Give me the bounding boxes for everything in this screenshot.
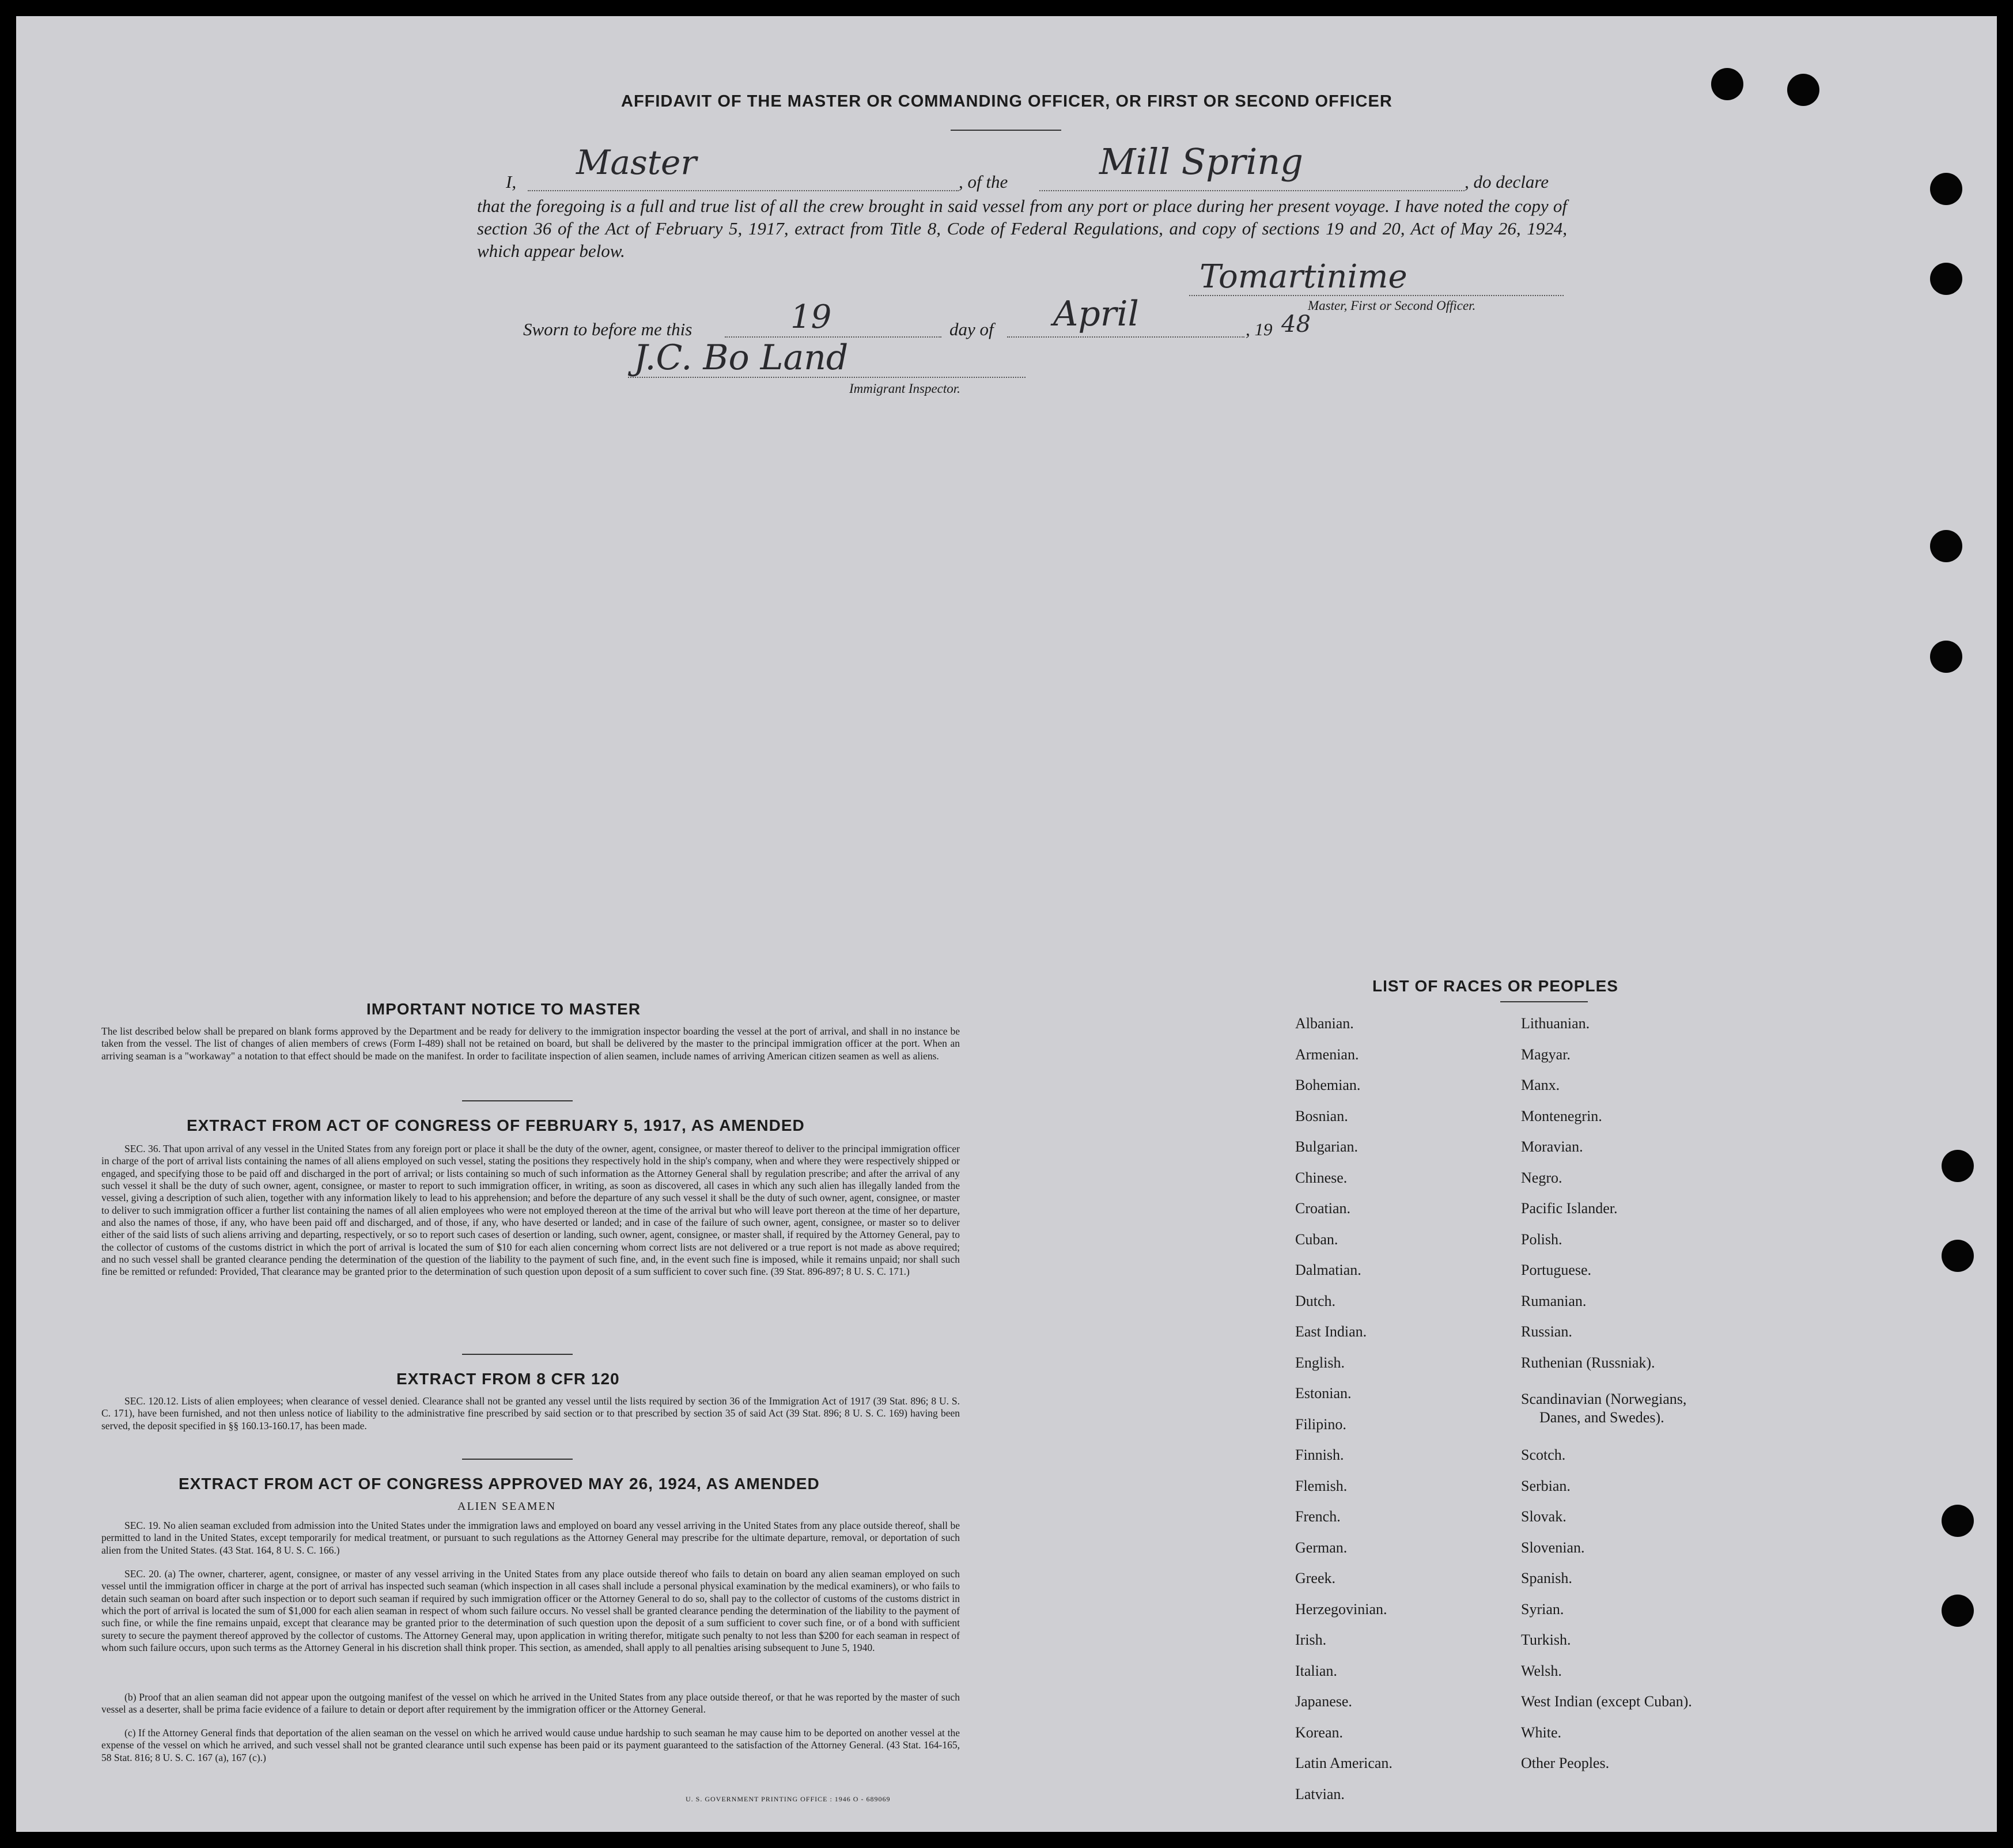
punch-hole bbox=[1711, 68, 1743, 100]
master-signature: Tomartinime bbox=[1200, 258, 1407, 296]
punch-hole bbox=[1787, 74, 1819, 106]
race-item: Pacific Islander. bbox=[1521, 1200, 1618, 1217]
extract-1924-sec20c: (c) If the Attorney General finds that deportation of the alien seaman on the vessel on which he arrived would cause undue hardship to such seaman he may cause him to be deported on another vessel at the expense of the vessel on which he arrived, and such vessel shall not be granted clearance until such expense has been paid or its payment guaranteed to the satisfaction of the Attorney General. (43 Stat. 164-165, 58 Stat. 816; 8 U. S. C. 167 (a), 167 (c).) bbox=[101, 1727, 960, 1763]
printer-imprint: U. S. GOVERNMENT PRINTING OFFICE : 1946 O - 689069 bbox=[686, 1795, 891, 1803]
name-line bbox=[528, 190, 959, 191]
race-item: Rumanian. bbox=[1521, 1293, 1587, 1309]
master-name-handwritten: Master bbox=[576, 143, 697, 182]
race-item: Irish. bbox=[1295, 1631, 1327, 1648]
race-item: German. bbox=[1295, 1539, 1348, 1556]
race-item: Magyar. bbox=[1521, 1046, 1571, 1063]
vessel-line bbox=[1039, 190, 1465, 191]
race-item: Negro. bbox=[1521, 1169, 1562, 1186]
race-item: Russian. bbox=[1521, 1323, 1572, 1340]
inspector-signature: J.C. Bo Land bbox=[634, 338, 849, 378]
race-item: White. bbox=[1521, 1724, 1562, 1741]
race-item: Greek. bbox=[1295, 1570, 1336, 1586]
sworn-label: Sworn to before me this bbox=[523, 319, 693, 339]
inspector-caption: Immigrant Inspector. bbox=[849, 381, 960, 396]
month-line bbox=[1007, 336, 1244, 338]
race-item: Slovenian. bbox=[1521, 1539, 1585, 1556]
declarant-prefix: I, bbox=[506, 172, 517, 192]
signature-caption: Master, First or Second Officer. bbox=[1308, 298, 1476, 313]
race-item: Bulgarian. bbox=[1295, 1138, 1359, 1155]
punch-hole bbox=[1930, 641, 1962, 673]
race-item: Scandinavian (Norwegians, bbox=[1521, 1391, 1687, 1407]
divider bbox=[951, 130, 1061, 131]
race-item: Bohemian. bbox=[1295, 1077, 1361, 1093]
of-the-label: , of the bbox=[959, 172, 1008, 192]
divider bbox=[462, 1100, 573, 1101]
extract-1924-sec19: SEC. 19. No alien seaman excluded from admission into the United States under the immigration laws and employed on board any vessel arriving in the United States from any place outside thereof, shall be permitted to land in the United States, except temporarily for medical treatment, or pursuant to such regulations as the Attorney General may prescribe for the ultimate departure, removal, or deportation of such alien from the United States. (43 Stat. 164, 8 U. S. C. 166.) bbox=[101, 1520, 960, 1556]
extract-cfr-title: EXTRACT FROM 8 CFR 120 bbox=[396, 1370, 620, 1388]
race-item: Other Peoples. bbox=[1521, 1755, 1610, 1771]
race-item: Albanian. bbox=[1295, 1015, 1354, 1032]
punch-hole bbox=[1930, 530, 1962, 562]
extract-1917-title: EXTRACT FROM ACT OF CONGRESS OF FEBRUARY 5, 1917, AS AMENDED bbox=[187, 1116, 805, 1134]
race-item: Polish. bbox=[1521, 1231, 1562, 1248]
race-item: Welsh. bbox=[1521, 1663, 1562, 1679]
race-item: Armenian. bbox=[1295, 1046, 1359, 1063]
day-of-label: day of bbox=[949, 319, 994, 339]
punch-hole bbox=[1930, 173, 1962, 205]
extract-1917-body: SEC. 36. That upon arrival of any vessel in the United States from any foreign port or place it shall be the duty of the owner, agent, consignee, or master thereof to deliver to the principal immigration officer in charge of the port of arrival lists containing the names of all aliens employed on such vessel, stating the positions they respectively hold in the ship's company, when and where they were respectively shipped or engaged, and specifying those to be paid off and discharged in the port of arrival; or lists containing so much of such information as the Attorney General shall by regulation prescribe; and after the arrival of any such vessel it shall be the duty of such owner, agent, consignee, or master to report to such immigration officer, in writing, as soon as discovered, all cases in which any such alien has illegally landed from the vessel, giving a description of such alien, together with any information likely to lead to his apprehension; and before the departure of any such vessel it shall be the duty of such owner, agent, consignee, or master to deliver to such immigration officer a further list containing the names of all alien employees who were not employed thereon at the time of the arrival but who will leave port thereon at the time of her departure, and also the names of those, if any, who have been paid off and discharged, and of those, if any, who have deserted or landed; and in case of the failure of such owner, agent, consignee, or master so to deliver either of the said lists of such aliens arriving and departing, respectively, or so to report such cases of desertion or landing, such owner, agent, consignee, or master shall, if required by the Attorney General, pay to the collector of customs of the customs district in which the port of arrival is located the sum of $10 for each alien concerning whom correct lists are not delivered or a true report is not made as above required; and no such vessel shall be granted clearance pending the determination of the question of the liability to the payment of such fine, and, in the event such fine is imposed, while it remains unpaid; nor shall such fine be remitted or refunded: Provided, That clearance may be granted prior to the determination of such question upon deposit of a sum sufficient to cover such fine. (39 Stat. 896-897; 8 U. S. C. 171.) bbox=[101, 1143, 960, 1278]
race-item: Cuban. bbox=[1295, 1231, 1338, 1248]
race-item: Finnish. bbox=[1295, 1446, 1344, 1463]
vessel-name-handwritten: Mill Spring bbox=[1099, 141, 1303, 183]
do-declare-label: , do declare bbox=[1465, 172, 1549, 192]
extract-1924-subtitle: ALIEN SEAMEN bbox=[457, 1500, 557, 1513]
race-item: Serbian. bbox=[1521, 1478, 1571, 1494]
notice-title: IMPORTANT NOTICE TO MASTER bbox=[366, 1000, 641, 1018]
punch-hole bbox=[1942, 1595, 1974, 1627]
race-item: French. bbox=[1295, 1508, 1341, 1525]
race-item: Italian. bbox=[1295, 1663, 1337, 1679]
races-title: LIST OF RACES OR PEOPLES bbox=[1372, 977, 1618, 995]
extract-1924-title: EXTRACT FROM ACT OF CONGRESS APPROVED MAY 26, 1924, AS AMENDED bbox=[179, 1475, 820, 1493]
race-item: Japanese. bbox=[1295, 1693, 1352, 1710]
race-item: Dalmatian. bbox=[1295, 1262, 1361, 1278]
race-item: Latvian. bbox=[1295, 1786, 1345, 1802]
race-item: Estonian. bbox=[1295, 1385, 1352, 1402]
year-prefix: , 19 bbox=[1246, 319, 1273, 339]
race-item: Chinese. bbox=[1295, 1169, 1348, 1186]
race-item: Danes, and Swedes). bbox=[1539, 1409, 1664, 1426]
race-item: Korean. bbox=[1295, 1724, 1344, 1741]
race-item: Ruthenian (Russniak). bbox=[1521, 1354, 1655, 1371]
extract-cfr-body: SEC. 120.12. Lists of alien employees; when clearance of vessel denied. Clearance shall not be granted any vessel until the lists required by section 36 of the Immigration Act of 1917 (39 Stat. 896; 8 U. S. C. 171), have been furnished, and not then unless notice of liability to the administrative fine prescribed by said section or to that prescribed by section 35 of said Act (39 Stat. 896; 8 U. S. C. 169) having been served, the deposit specified in §§ 160.13-160.17, has been made. bbox=[101, 1395, 960, 1432]
race-item: Slovak. bbox=[1521, 1508, 1566, 1525]
punch-hole bbox=[1942, 1150, 1974, 1182]
race-item: West Indian (except Cuban). bbox=[1521, 1693, 1692, 1710]
race-item: Montenegrin. bbox=[1521, 1108, 1602, 1124]
extract-1924-sec20b: (b) Proof that an alien seaman did not appear upon the outgoing manifest of the vessel on which he arrived in the United States from any place outside thereof, or that he was reported by the master of such vessel as a deserter, shall be prima facie evidence of a failure to detain or deport after requirement by the immigration officer or the Attorney General. bbox=[101, 1691, 960, 1716]
race-item: Lithuanian. bbox=[1521, 1015, 1590, 1032]
affidavit-body: that the foregoing is a full and true list of all the crew brought in said vessel from any port or place during her present voyage. I have noted the copy of section 36 of the Act of February 5, 1917, extract from Title 8, Code of Federal Regulations, and copy of sections 19 and 20, Act of May 26, 1924, which appear below. bbox=[477, 196, 1567, 261]
sworn-month-handwritten: April bbox=[1053, 294, 1139, 334]
punch-hole bbox=[1930, 263, 1962, 295]
notice-body: The list described below shall be prepared on blank forms approved by the Department and be ready for delivery to the immigration inspector boarding the vessel at the port of arrival, and shall in no instance be taken from the vessel. The list of changes of alien members of crews (Form I-489) shall not be retained on board, but shall be delivered by the master to the principal immigration officer at the port. When an arriving seaman is a "workaway" a notation to that effect should be made on the manifest. In order to facilitate inspection of alien seamen, include names of arriving American citizen seamen as well as aliens. bbox=[101, 1025, 960, 1062]
race-item: Moravian. bbox=[1521, 1138, 1583, 1155]
document-page bbox=[16, 16, 1997, 1832]
race-item: Scotch. bbox=[1521, 1446, 1566, 1463]
race-item: English. bbox=[1295, 1354, 1345, 1371]
sworn-year-handwritten: 48 bbox=[1281, 311, 1311, 338]
signature-line bbox=[1189, 295, 1564, 296]
race-item: Manx. bbox=[1521, 1077, 1560, 1093]
affidavit-title: AFFIDAVIT OF THE MASTER OR COMMANDING OFFICER, OR FIRST OR SECOND OFFICER bbox=[621, 92, 1393, 111]
race-item: Filipino. bbox=[1295, 1416, 1346, 1433]
sworn-day-handwritten: 19 bbox=[790, 298, 832, 336]
divider bbox=[462, 1354, 573, 1355]
race-item: East Indian. bbox=[1295, 1323, 1367, 1340]
race-item: Herzegovinian. bbox=[1295, 1601, 1387, 1618]
race-item: Spanish. bbox=[1521, 1570, 1572, 1586]
divider bbox=[462, 1459, 573, 1460]
race-item: Flemish. bbox=[1295, 1478, 1348, 1494]
extract-1924-sec20a: SEC. 20. (a) The owner, charterer, agent, consignee, or master of any vessel arriving in the United States from any place outside thereof who fails to detain on board any alien seaman employed on such vessel until the immigration officer in charge at the port of arrival has inspected such seaman (which inspection in all cases shall include a personal physical examination by the medical examiners), or who fails to detain such seaman on board after such inspection or to deport such seaman if required by such immigration officer or the Attorney General to do so, shall pay to the collector of customs of the customs district in which the port of arrival is located the sum of $1,000 for each alien seaman in respect of whom such failure occurs. No vessel shall be granted clearance pending the determination of the liability to the payment of such fine, or while the fine remains unpaid, except that clearance may be granted prior to the determination of such question upon the deposit of a sum sufficient to cover such fine, or of a bond with sufficient surety to secure the payment thereof approved by the collector of customs. The Attorney General may, upon application in writing therefor, mitigate such penalty to not less than $200 for each seaman in respect of whom such failure occurs, upon such terms as the Attorney General in his discretion shall think proper. This section, as amended, shall apply to all penalties arising subsequent to June 5, 1940. bbox=[101, 1568, 960, 1654]
race-item: Latin American. bbox=[1295, 1755, 1393, 1771]
punch-hole bbox=[1942, 1505, 1974, 1537]
race-item: Turkish. bbox=[1521, 1631, 1571, 1648]
inspector-line bbox=[628, 377, 1026, 378]
divider bbox=[1500, 1001, 1588, 1002]
race-item: Dutch. bbox=[1295, 1293, 1336, 1309]
race-item: Bosnian. bbox=[1295, 1108, 1348, 1124]
race-item: Portuguese. bbox=[1521, 1262, 1592, 1278]
punch-hole bbox=[1942, 1240, 1974, 1272]
race-item: Syrian. bbox=[1521, 1601, 1564, 1618]
race-item: Croatian. bbox=[1295, 1200, 1351, 1217]
